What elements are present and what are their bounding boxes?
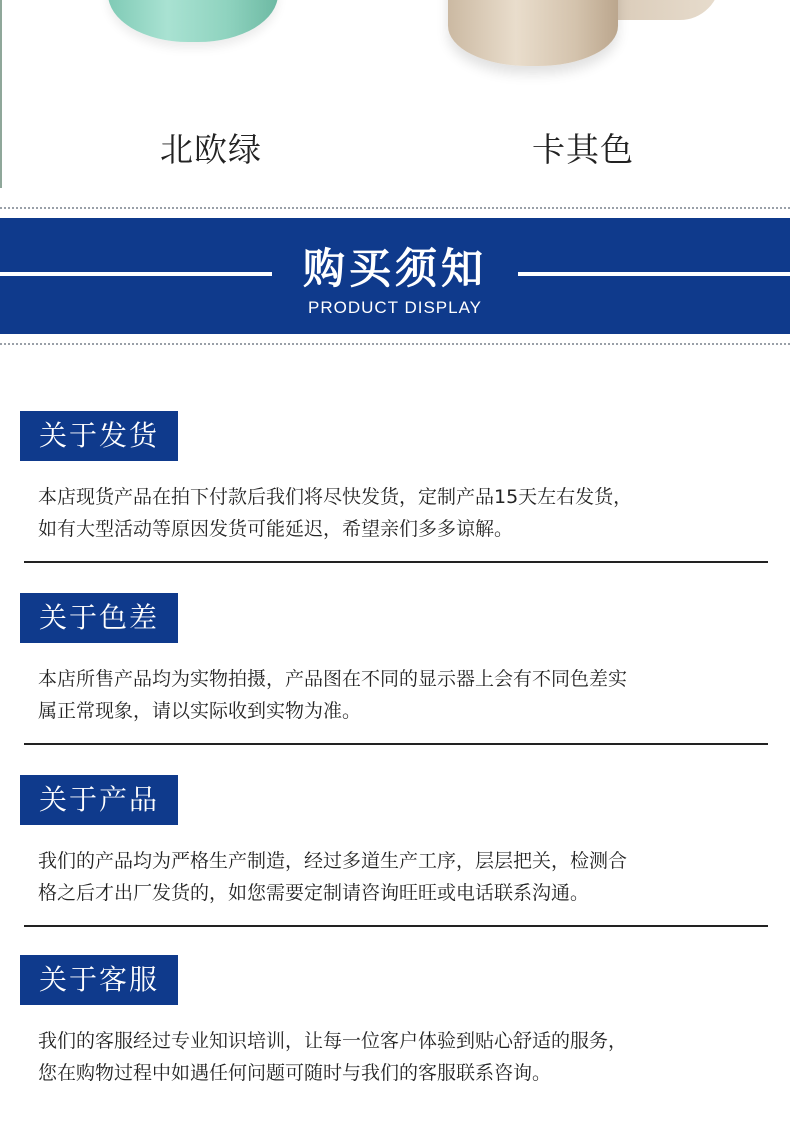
khaki-cup-image bbox=[448, 0, 618, 66]
section-divider bbox=[24, 743, 768, 745]
section-text-line: 您在购物过程中如遇任何问题可随时与我们的客服联系咨询。 bbox=[38, 1062, 552, 1084]
dotted-divider-bottom bbox=[0, 343, 790, 345]
color-label-nordic-green: 北欧绿 bbox=[160, 130, 262, 169]
section-tag: 关于客服 bbox=[20, 955, 178, 1005]
banner-title: 购买须知 bbox=[302, 244, 487, 293]
section-text-line: 属正常现象，请以实际收到实物为准。 bbox=[38, 700, 362, 722]
color-label-khaki: 卡其色 bbox=[532, 130, 634, 169]
section-text-line: 我们的产品均为严格生产制造，经过多道生产工序，层层把关，检测合 bbox=[38, 850, 628, 872]
section-text bbox=[38, 845, 770, 909]
section-text-line: 如有大型活动等原因发货可能延迟，希望亲们多多谅解。 bbox=[38, 518, 514, 540]
banner-line-right bbox=[518, 272, 790, 276]
section-divider bbox=[24, 925, 768, 927]
section-tag: 关于产品 bbox=[20, 775, 178, 825]
section-text bbox=[38, 481, 770, 545]
dotted-divider-top bbox=[0, 207, 790, 209]
section-text-line: 本店现货产品在拍下付款后我们将尽快发货，定制产品15天左右发货， bbox=[38, 486, 633, 508]
banner-subtitle: PRODUCT DISPLAY bbox=[307, 298, 483, 317]
section-text-line: 我们的客服经过专业知识培训，让每一位客户体验到贴心舒适的服务， bbox=[38, 1030, 628, 1052]
nordic-green-cup-image bbox=[108, 0, 278, 42]
divider bbox=[0, 0, 2, 188]
section-tag: 关于色差 bbox=[20, 593, 178, 643]
banner-line-left bbox=[0, 272, 272, 276]
section-text-line: 本店所售产品均为实物拍摄，产品图在不同的显示器上会有不同色差实 bbox=[38, 668, 628, 690]
purchase-notice-banner bbox=[0, 218, 790, 334]
section-text bbox=[38, 663, 770, 727]
khaki-cup-handle-image bbox=[600, 0, 720, 20]
section-text-line: 格之后才出厂发货的，如您需要定制请咨询旺旺或电话联系沟通。 bbox=[38, 882, 590, 904]
section-divider bbox=[24, 561, 768, 563]
section-text bbox=[38, 1025, 770, 1089]
section-tag: 关于发货 bbox=[20, 411, 178, 461]
product-color-area bbox=[0, 0, 790, 200]
